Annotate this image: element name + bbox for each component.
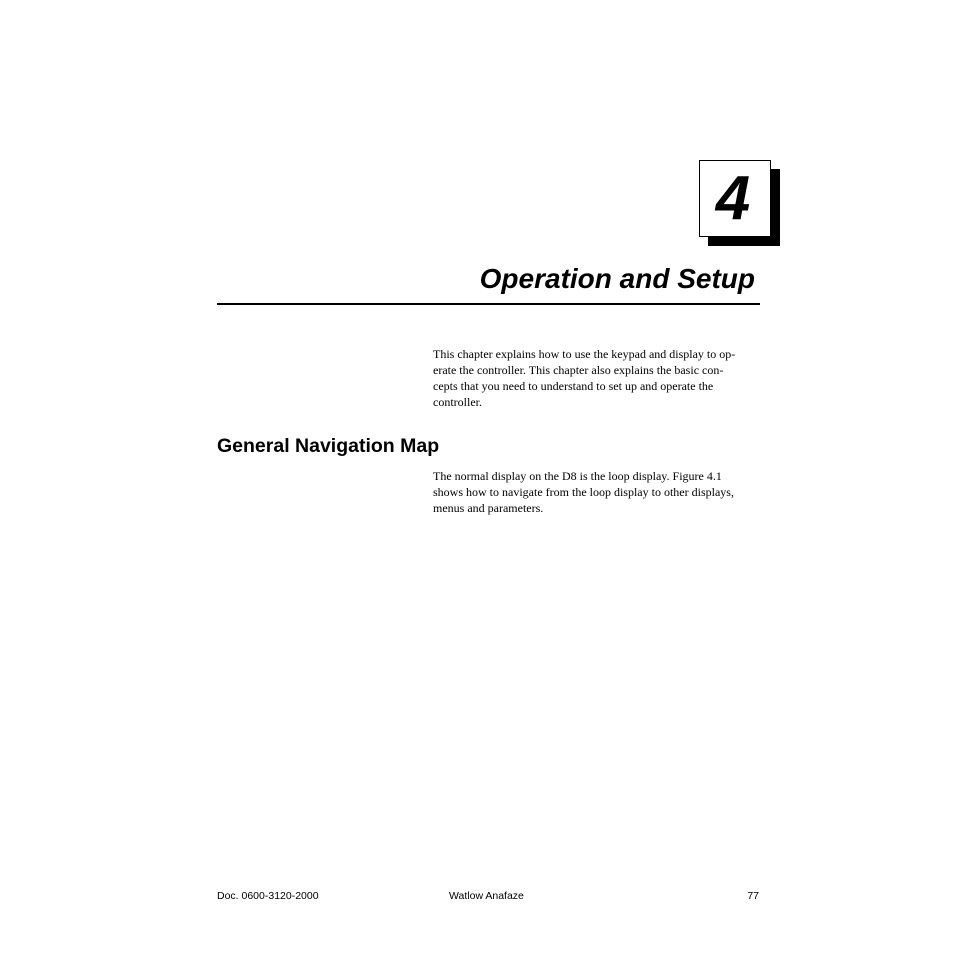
section-heading: General Navigation Map <box>217 435 440 457</box>
section-paragraph <box>433 468 769 516</box>
footer-brand: Watlow Anafaze <box>449 890 524 902</box>
intro-line: controller. <box>433 395 482 409</box>
chapter-title: Operation and Setup <box>479 263 755 294</box>
footer-doc-number: Doc. 0600-3120-2000 <box>217 890 319 902</box>
chapter-number: 4 <box>715 163 751 233</box>
section-line: The normal display on the D8 is the loop display. Figure 4.1 <box>433 469 722 483</box>
footer-page-number: 77 <box>747 890 759 902</box>
intro-line: cepts that you need to understand to set up and operate the <box>433 379 714 393</box>
intro-line: This chapter explains how to use the keypad and display to op- <box>433 347 736 361</box>
intro-line: erate the controller. This chapter also explains the basic con- <box>433 363 724 377</box>
intro-paragraph <box>433 346 769 410</box>
section-line: menus and parameters. <box>433 501 544 515</box>
chapter-number-box <box>699 160 771 237</box>
section-line: shows how to navigate from the loop display to other displays, <box>433 485 734 499</box>
title-rule <box>217 303 760 305</box>
